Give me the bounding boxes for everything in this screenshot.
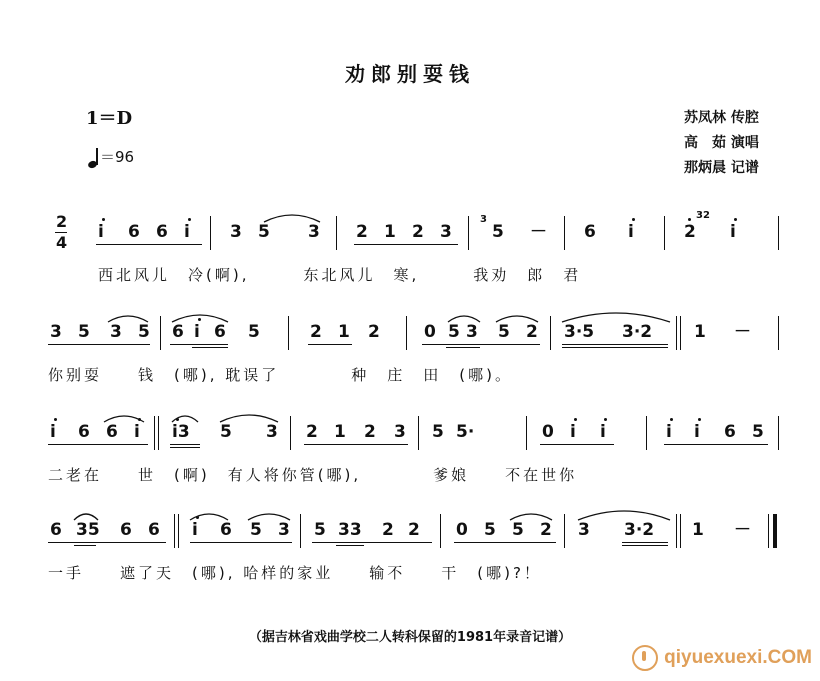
row-1-notes <box>48 210 788 254</box>
slur <box>106 312 150 324</box>
high-dot <box>604 418 607 421</box>
slur <box>246 510 292 522</box>
time-signature-top: 2 <box>56 212 68 231</box>
note: 0 <box>424 322 436 342</box>
note: 3 <box>266 422 278 442</box>
beam <box>664 444 768 445</box>
note: 5 <box>78 322 90 342</box>
slur <box>262 212 322 224</box>
beam <box>312 542 432 543</box>
note: － <box>530 222 547 242</box>
high-dot <box>670 418 673 421</box>
note: i <box>98 222 104 242</box>
note: 6 <box>220 520 232 540</box>
note: 5 <box>432 422 444 442</box>
row-4-lyrics: 一手 遮了天 (哪), 哈样的家业 输不 干 (哪)?！ <box>48 564 542 582</box>
note: i <box>730 222 736 242</box>
slur <box>508 510 554 522</box>
note: 3 <box>440 222 452 242</box>
key-signature: 1＝D <box>86 108 133 129</box>
note: 1 <box>692 520 704 540</box>
note: 3 <box>230 222 242 242</box>
barline <box>778 316 779 350</box>
note: 5 <box>138 322 150 342</box>
note: 5 <box>220 422 232 442</box>
note: i <box>628 222 634 242</box>
high-dot <box>188 218 191 221</box>
grace-note: 32 <box>696 210 710 221</box>
note: 3 <box>394 422 406 442</box>
note: i <box>570 422 576 442</box>
slur <box>446 312 482 324</box>
note: 5 <box>250 520 262 540</box>
beam <box>304 444 408 445</box>
source-note: （据吉林省戏曲学校二人转科保留的1981年录音记谱） <box>248 630 572 645</box>
note: 3 <box>278 520 290 540</box>
note: 5 <box>448 322 460 342</box>
note: 6 <box>156 222 168 242</box>
slur <box>170 312 230 324</box>
note: i <box>134 422 140 442</box>
barline <box>160 316 161 350</box>
note: 1 <box>338 322 350 342</box>
high-dot <box>54 418 57 421</box>
note: 1 <box>334 422 346 442</box>
slur <box>102 412 146 424</box>
beam <box>96 244 202 245</box>
note: 6 <box>78 422 90 442</box>
barline <box>158 416 159 450</box>
song-title: 劝郎别耍钱 <box>345 62 475 86</box>
note: 5 <box>484 520 496 540</box>
note: 2 <box>526 322 538 342</box>
note: 2 <box>540 520 552 540</box>
row-4-notes <box>48 520 788 552</box>
grace-note: 3 <box>480 214 487 225</box>
note: 2 <box>382 520 394 540</box>
note: 5 <box>512 520 524 540</box>
note: 3 <box>578 520 590 540</box>
beam <box>540 444 614 445</box>
note: 35 <box>76 520 100 540</box>
beam <box>562 344 668 345</box>
high-dot <box>632 218 635 221</box>
note: 3 <box>110 322 122 342</box>
note: 2 <box>364 422 376 442</box>
note: i <box>600 422 606 442</box>
note: 3 <box>50 322 62 342</box>
credit-singer: 高 茹 演唱 <box>684 135 759 151</box>
note: i <box>194 322 200 342</box>
note: i <box>666 422 672 442</box>
note: 2 <box>684 222 696 242</box>
high-dot <box>102 218 105 221</box>
note: i <box>192 520 198 540</box>
note: 5 <box>752 422 764 442</box>
beam <box>170 447 200 448</box>
barline <box>646 416 647 450</box>
note: 0 <box>542 422 554 442</box>
high-dot <box>688 218 691 221</box>
note: 2 <box>412 222 424 242</box>
note: － <box>734 322 751 342</box>
slur <box>494 312 540 324</box>
barline <box>174 514 175 548</box>
note: 6 <box>214 322 226 342</box>
barline <box>418 416 419 450</box>
note: 5 <box>258 222 270 242</box>
note: 5 <box>498 322 510 342</box>
barline <box>664 216 665 250</box>
slur <box>218 412 280 424</box>
credits <box>684 106 759 181</box>
barline <box>676 316 677 350</box>
barline <box>680 514 681 548</box>
barline <box>564 514 565 548</box>
tempo-value: ＝96 <box>100 148 135 166</box>
beam <box>48 444 148 445</box>
slur <box>72 510 100 522</box>
watermark-text: qiyuexuexi.COM <box>664 647 812 668</box>
barline <box>288 316 289 350</box>
note: 2 <box>306 422 318 442</box>
barline <box>300 514 301 548</box>
beam <box>562 347 668 348</box>
note: i <box>184 222 190 242</box>
time-signature-bottom: 4 <box>56 233 68 252</box>
note: 3·5 <box>564 322 595 342</box>
note: 33 <box>338 520 362 540</box>
note: 3 <box>466 322 478 342</box>
credit-transcriber: 那炳晨 记谱 <box>684 160 759 176</box>
beam <box>170 344 228 345</box>
note: 6 <box>50 520 62 540</box>
beam <box>354 244 458 245</box>
beam <box>170 444 200 445</box>
note: 2 <box>310 322 322 342</box>
barline <box>440 514 441 548</box>
note: 6 <box>172 322 184 342</box>
slur <box>576 508 672 522</box>
quarter-note-icon <box>88 148 98 168</box>
note: 6 <box>120 520 132 540</box>
note: 5 <box>248 322 260 342</box>
barline <box>676 514 677 548</box>
slur <box>188 510 230 522</box>
beam <box>454 542 556 543</box>
slur <box>560 310 672 324</box>
row-1-lyrics: 西北风儿 冷(啊), 东北风儿 寒, 我劝 郎 君 <box>98 266 582 284</box>
note: 6 <box>148 520 160 540</box>
barline <box>468 216 469 250</box>
beam <box>446 347 480 348</box>
row-3-notes <box>48 422 788 454</box>
row-2-lyrics: 你别耍 钱 (哪), 耽误了 种 庄 田 (哪)。 <box>48 366 513 384</box>
barline <box>154 416 155 450</box>
note: 1 <box>694 322 706 342</box>
tempo-marking <box>88 146 134 168</box>
note: i <box>50 422 56 442</box>
note: 5· <box>456 422 475 442</box>
high-dot <box>698 418 701 421</box>
row-3-lyrics: 二老在 世 (啊) 有人将你管(哪), 爹娘 不在世你 <box>48 466 578 484</box>
note: 6 <box>584 222 596 242</box>
beam <box>308 344 352 345</box>
beam <box>190 542 292 543</box>
note: 1 <box>384 222 396 242</box>
slur <box>170 412 200 424</box>
note: i3 <box>172 422 190 442</box>
barline <box>336 216 337 250</box>
high-dot <box>734 218 737 221</box>
note: 5 <box>314 520 326 540</box>
beam <box>48 344 150 345</box>
watermark-logo-icon <box>632 645 658 671</box>
barline <box>564 216 565 250</box>
barline <box>778 416 779 450</box>
beam <box>336 545 364 546</box>
barline <box>178 514 179 548</box>
note: 3 <box>308 222 320 242</box>
note: － <box>734 520 751 540</box>
row-2-notes <box>48 322 788 354</box>
note: i <box>694 422 700 442</box>
beam <box>422 344 540 345</box>
note: 3·2 <box>622 322 653 342</box>
note: 6 <box>128 222 140 242</box>
beam <box>48 542 166 543</box>
beam <box>622 545 668 546</box>
note: 2 <box>356 222 368 242</box>
barline <box>210 216 211 250</box>
beam <box>192 347 228 348</box>
note: 6 <box>724 422 736 442</box>
high-dot <box>574 418 577 421</box>
note: 2 <box>368 322 380 342</box>
note: 2 <box>408 520 420 540</box>
barline <box>406 316 407 350</box>
barline <box>680 316 681 350</box>
credit-arranger: 苏凤林 传腔 <box>684 110 759 126</box>
barline <box>290 416 291 450</box>
note: 0 <box>456 520 468 540</box>
watermark <box>632 645 812 671</box>
note: 5 <box>492 222 504 242</box>
note: 6 <box>106 422 118 442</box>
beam <box>622 542 668 543</box>
barline <box>778 216 779 250</box>
barline <box>526 416 527 450</box>
note: 3·2 <box>624 520 655 540</box>
beam <box>74 545 96 546</box>
barline <box>550 316 551 350</box>
